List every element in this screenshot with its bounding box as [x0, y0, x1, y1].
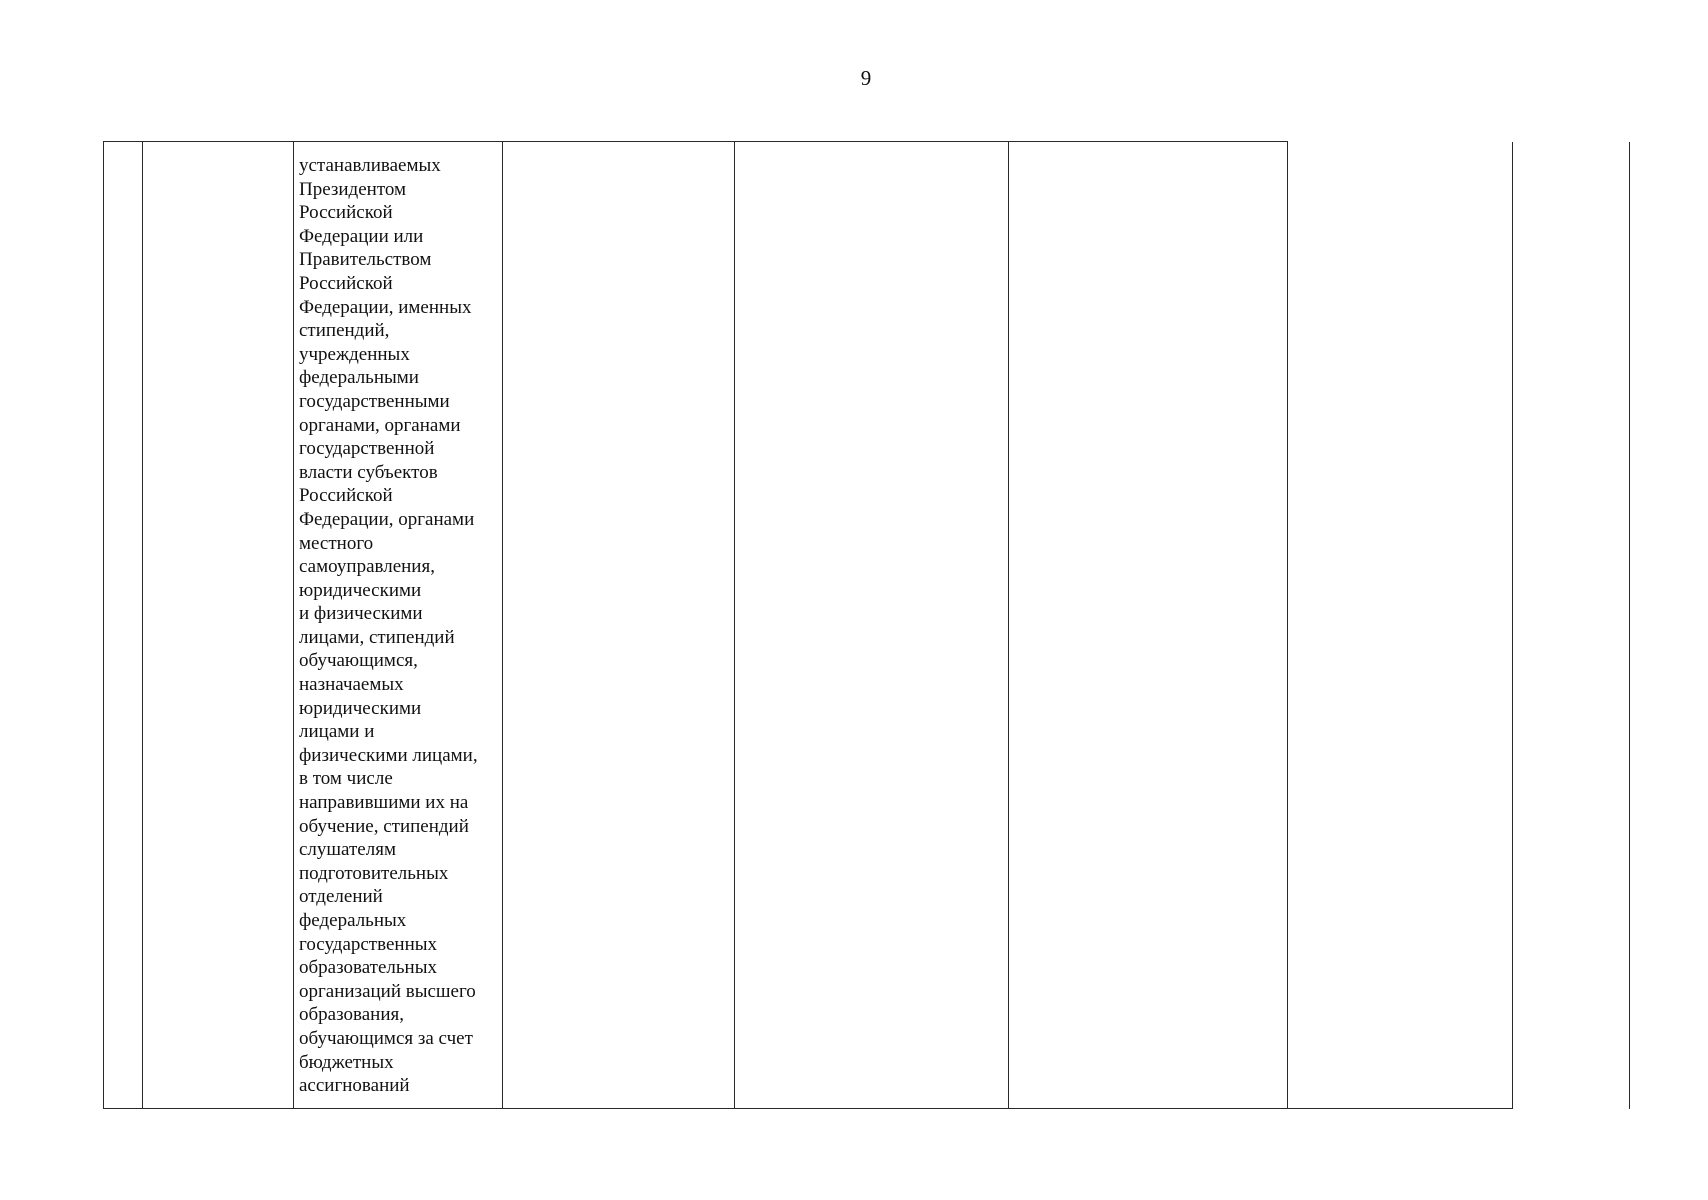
table-cell-code	[143, 142, 294, 1109]
description-text: устанавливаемых Президентом Российской Федерации или Правительством Российской Федерации, именных стипендий, учрежденных федеральными государственными органами, органами государственной власти субъектов Российской Федерации, органами местного самоуправления, юридическими и физическими лицами, стипендий обучающимся, назначаемых юридическими лицами и физическими лицами, в том числе направившими их на обучение, стипендий слушателям подготовительных отделений федеральных государственных образовательных организаций высшего образования, обучающимся за счет бюджетных ассигнований	[299, 155, 478, 1097]
cell-text	[1009, 142, 1287, 154]
table-cell-8	[1513, 142, 1630, 1109]
cell-text	[503, 142, 734, 154]
cell-text	[1513, 142, 1629, 154]
table-cell-5	[735, 142, 1009, 1109]
cell-text	[735, 142, 1008, 154]
table-cell-6	[1009, 142, 1288, 1109]
cell-text	[143, 142, 293, 154]
cell-text	[104, 142, 142, 154]
table-cell-number	[104, 142, 143, 1109]
table-row	[104, 142, 1630, 1109]
table-cell-7	[1288, 142, 1513, 1109]
page-number: 9	[860, 66, 872, 90]
table-cell-4	[503, 142, 735, 1109]
document-table	[103, 141, 1630, 1109]
cell-text	[1288, 142, 1512, 154]
table-cell-description	[294, 142, 503, 1109]
